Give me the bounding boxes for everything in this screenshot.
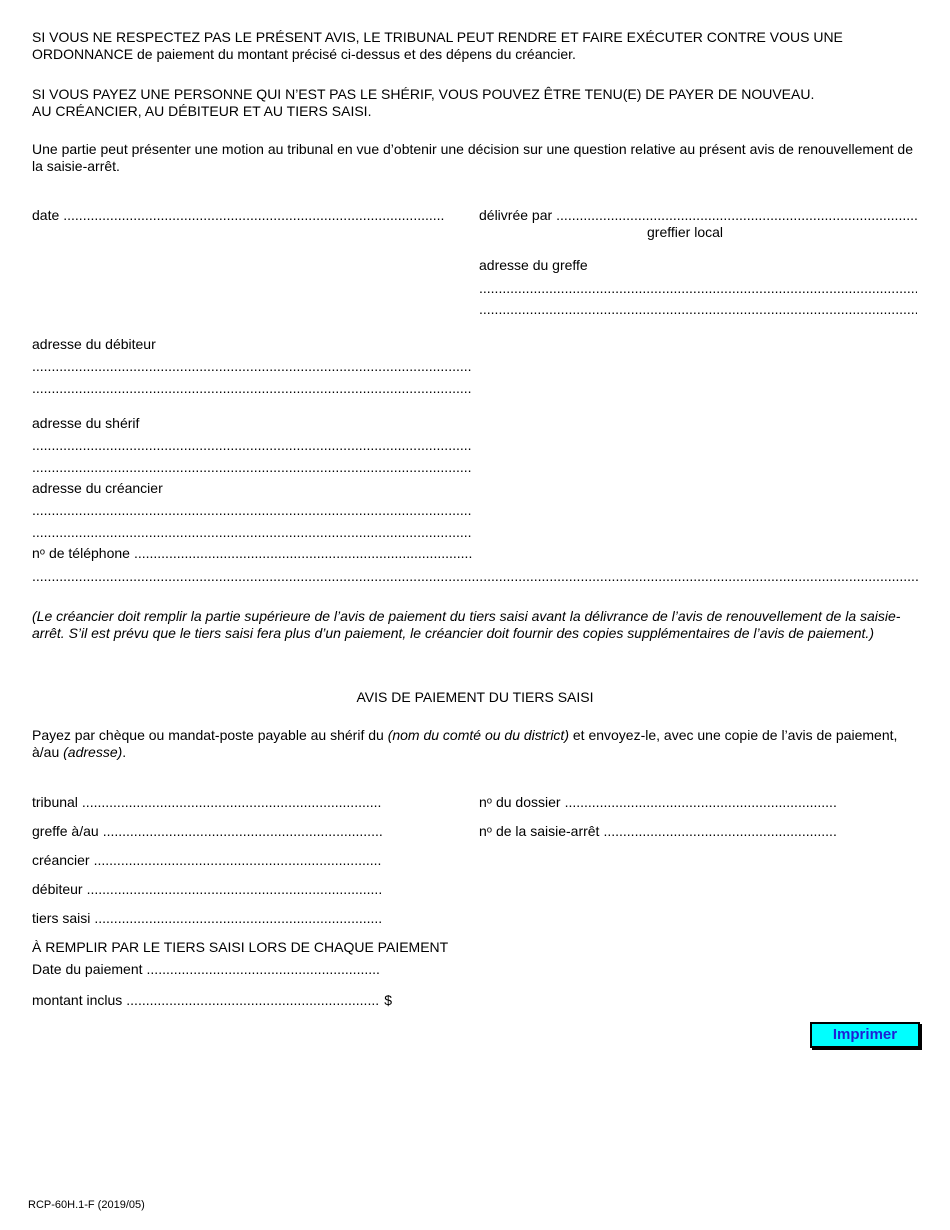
sheriff-address-line-1[interactable] bbox=[32, 437, 471, 454]
form-code: RCP-60H.1-F (2019/05) bbox=[28, 1199, 145, 1211]
print-button[interactable]: Imprimer bbox=[810, 1022, 920, 1048]
date-field[interactable] bbox=[32, 207, 444, 224]
creditor-address-label: adresse du créancier bbox=[32, 480, 163, 496]
office-field[interactable] bbox=[32, 823, 382, 840]
payment-date-input-line[interactable] bbox=[147, 961, 380, 978]
payment-instructions-text-1: Payez par chèque ou mandat-poste payable au shérif du bbox=[32, 727, 388, 743]
court-input-line[interactable] bbox=[82, 794, 382, 811]
issued-by-label: délivrée par bbox=[479, 207, 553, 223]
debtor-field[interactable] bbox=[32, 881, 382, 898]
file-number-label: nᵒ du dossier bbox=[479, 794, 561, 810]
office-input-line[interactable] bbox=[103, 823, 382, 840]
warning-paragraph-2-line-2: AU CRÉANCIER, AU DÉBITEUR ET AU TIERS SAISI. bbox=[32, 103, 372, 119]
phone-field[interactable] bbox=[32, 545, 472, 562]
currency-symbol: $ bbox=[384, 992, 392, 1008]
phone-label: nᵒ de téléphone bbox=[32, 545, 130, 561]
creditor-input-line[interactable] bbox=[94, 852, 382, 869]
debtor-address-line-2[interactable] bbox=[32, 380, 471, 397]
date-input-line[interactable] bbox=[63, 207, 444, 224]
debtor-address-line-1[interactable] bbox=[32, 358, 471, 375]
amount-field[interactable] bbox=[32, 992, 392, 1009]
court-label: tribunal bbox=[32, 794, 78, 810]
payment-date-label: Date du paiement bbox=[32, 961, 143, 977]
debtor-label: débiteur bbox=[32, 881, 83, 897]
creditor-address-line-1[interactable] bbox=[32, 502, 471, 519]
creditor-label: créancier bbox=[32, 852, 90, 868]
address-placeholder: (adresse) bbox=[63, 744, 123, 760]
file-number-input-line[interactable] bbox=[565, 794, 838, 811]
creditor-field[interactable] bbox=[32, 852, 382, 869]
creditor-instruction-note: (Le créancier doit remplir la partie supérieure de l’avis de paiement du tiers saisi avant la délivrance de l’avis de renouvellement de la saisie-arrêt. S’il est prévu que le tiers saisi fera plus d’un paiement, le créancier doit fournir des copies supplémentaires de l’avis de paiement.) bbox=[32, 608, 901, 641]
separator-dotted-line bbox=[32, 568, 918, 585]
garnishee-input-line[interactable] bbox=[94, 910, 382, 927]
issued-by-input-line[interactable] bbox=[556, 207, 917, 224]
sheriff-address-label: adresse du shérif bbox=[32, 415, 140, 431]
county-placeholder: (nom du comté ou du district) bbox=[387, 727, 569, 743]
garnishee-label: tiers saisi bbox=[32, 910, 91, 926]
court-address-line-1[interactable] bbox=[479, 280, 917, 297]
each-payment-heading: À REMPLIR PAR LE TIERS SAISI LORS DE CHAQUE PAIEMENT bbox=[32, 939, 449, 955]
creditor-address-line-2[interactable] bbox=[32, 524, 471, 541]
amount-input-line[interactable] bbox=[126, 992, 380, 1009]
file-number-field[interactable] bbox=[479, 794, 838, 811]
sheriff-address-line-2[interactable] bbox=[32, 459, 471, 476]
payment-date-field[interactable] bbox=[32, 961, 380, 978]
payment-instructions-period: . bbox=[122, 744, 127, 760]
debtor-address-label: adresse du débiteur bbox=[32, 336, 156, 352]
payment-instructions-text-2: et envoyez-le, avec une copie de l’avis de paiement, à/au bbox=[32, 727, 898, 760]
warning-paragraph-1: SI VOUS NE RESPECTEZ PAS LE PRÉSENT AVIS, LE TRIBUNAL PEUT RENDRE ET FAIRE EXÉCUTER CONTRE VOUS UNE ORDONNANCE de paiement du montant précisé ci-dessus et des dépens du créancier. bbox=[32, 29, 843, 62]
date-label: date bbox=[32, 207, 60, 223]
phone-input-line[interactable] bbox=[134, 545, 472, 562]
court-field[interactable] bbox=[32, 794, 382, 811]
warning-paragraph-2 bbox=[32, 86, 918, 120]
issued-by-field[interactable] bbox=[479, 207, 917, 224]
warning-paragraph-2-line-1: SI VOUS PAYEZ UNE PERSONNE QUI N’EST PAS LE SHÉRIF, VOUS POUVEZ ÊTRE TENU(E) DE PAYER DE NOUVEAU. bbox=[32, 86, 815, 102]
garnishee-field[interactable] bbox=[32, 910, 382, 927]
amount-label: montant inclus bbox=[32, 992, 123, 1008]
debtor-input-line[interactable] bbox=[87, 881, 382, 898]
motion-paragraph: Une partie peut présenter une motion au tribunal en vue d’obtenir une décision sur une question relative au présent avis de renouvellement de la saisie-arrêt. bbox=[32, 141, 914, 174]
payment-notice-title: AVIS DE PAIEMENT DU TIERS SAISI bbox=[356, 689, 594, 705]
court-address-label: adresse du greffe bbox=[479, 257, 588, 273]
court-address-line-2[interactable] bbox=[479, 301, 917, 318]
office-label: greffe à/au bbox=[32, 823, 99, 839]
garnishment-number-label: nᵒ de la saisie-arrêt bbox=[479, 823, 600, 839]
clerk-caption: greffier local bbox=[647, 224, 724, 240]
payment-instructions bbox=[32, 727, 918, 761]
garnishment-number-field[interactable] bbox=[479, 823, 838, 840]
garnishment-number-input-line[interactable] bbox=[603, 823, 838, 840]
